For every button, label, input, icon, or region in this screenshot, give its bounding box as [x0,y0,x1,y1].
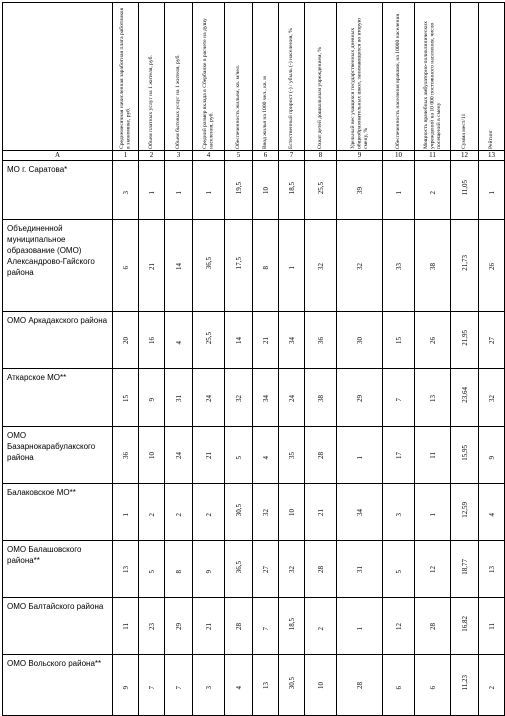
value-cell [193,369,225,427]
municipality-name: ОМО Балтайского района [3,598,113,655]
value-text: 6 [428,685,437,689]
value-text: 11 [121,623,130,630]
value-cell [253,484,279,541]
column-header [193,3,225,151]
column-number-row [3,151,505,161]
value-text: 21,95 [460,329,469,346]
column-header [415,3,451,151]
value-cell [305,655,337,716]
value-text: 25,5 [316,181,325,194]
value-cell [337,161,383,220]
value-text: 3 [121,190,130,194]
value-text: 32 [355,262,364,270]
value-cell [415,427,451,484]
value-text: 24 [287,394,296,402]
value-text: 32 [234,394,243,402]
value-cell [225,161,253,220]
value-cell [139,427,165,484]
column-number: 3 [165,151,193,161]
value-text: 2 [147,512,156,516]
value-text: 7 [147,685,156,689]
value-text: 12,59 [460,501,469,518]
value-text: 14 [234,337,243,344]
municipality-name: МО г. Саратова* [3,161,113,220]
value-cell [305,541,337,598]
value-cell [305,427,337,484]
value-text: 10 [287,509,296,516]
value-cell [113,369,139,427]
value-text: 31 [355,566,364,573]
column-header-text: Обеспеченность жильем, кв. м/чел. [235,64,242,149]
value-cell [451,655,479,716]
value-text: 3 [204,685,213,689]
value-text: 1 [487,190,496,194]
value-cell [113,598,139,655]
value-text: 13 [261,682,270,689]
value-text: 10 [261,187,270,194]
value-cell [253,369,279,427]
rating-table [2,2,505,716]
value-cell [415,541,451,598]
column-header-text: Средний размер вклада в Сбербанке в расчете на душу населения, руб. [202,18,215,149]
column-number: 5 [225,151,253,161]
value-cell [279,655,305,716]
value-cell [305,369,337,427]
value-text: 7 [174,685,183,689]
value-cell [165,161,193,220]
column-number: 4 [193,151,225,161]
value-cell [415,220,451,312]
table-row [3,598,505,655]
value-cell [337,655,383,716]
value-cell [479,427,505,484]
value-cell [165,220,193,312]
value-text: 36,5 [204,257,213,270]
value-text: 28 [316,566,325,573]
column-header-text: Объем платных услуг на 1 жителя, руб. [148,55,155,149]
value-cell [253,161,279,220]
value-text: 18,77 [460,558,469,575]
value-text: 17,5 [234,257,243,270]
value-cell [113,312,139,369]
value-text: 2 [174,512,183,516]
value-cell [165,541,193,598]
value-text: 12 [428,566,437,573]
value-text: 26 [487,262,496,270]
value-cell [279,161,305,220]
value-text: 34 [261,394,270,402]
column-header-text: Удельный вес учащихся государственных дневных общеобразовательных школ, занимающихся во вторую смену, % [349,18,369,149]
value-cell [253,598,279,655]
value-cell [225,427,253,484]
header-name-cell [3,3,113,151]
value-cell [415,161,451,220]
column-number: А [3,151,113,161]
value-cell [279,312,305,369]
value-cell [451,484,479,541]
value-cell [193,598,225,655]
value-text: 35 [287,452,296,459]
value-cell [337,312,383,369]
value-cell [479,369,505,427]
value-text: 10 [316,682,325,689]
column-header [253,3,279,151]
value-cell [337,369,383,427]
column-number: 7 [279,151,305,161]
column-header [139,3,165,151]
value-text: 21 [261,337,270,344]
value-text: 32 [487,394,496,402]
value-text: 17 [394,452,403,459]
column-header [479,3,505,151]
value-cell [383,312,415,369]
value-text: 34 [355,509,364,516]
column-header-text: Ввод жилья на 1000 чел., кв. м [262,76,269,149]
value-text: 11,05 [460,179,469,196]
value-cell [225,220,253,312]
value-cell [225,598,253,655]
municipality-name: Аткарское МО** [3,369,113,427]
value-cell [113,220,139,312]
column-header [305,3,337,151]
value-cell [383,161,415,220]
value-text: 13 [487,566,496,573]
value-cell [415,369,451,427]
value-text: 36 [316,337,325,344]
value-cell [165,598,193,655]
column-header-text: Среднемесячная начисленная заработная плата работников в экономике, руб. [119,7,132,149]
value-cell [383,541,415,598]
value-text: 4 [261,455,270,459]
column-header [279,3,305,151]
value-cell [165,484,193,541]
value-cell [279,598,305,655]
value-text: 24 [204,394,213,402]
value-text: 28 [234,623,243,630]
value-cell [337,220,383,312]
value-text: 39 [355,187,364,194]
value-text: 36,5 [234,560,243,573]
value-cell [305,161,337,220]
value-text: 11 [428,452,437,459]
value-text: 19,5 [234,181,243,194]
value-text: 4 [174,340,183,344]
value-cell [193,484,225,541]
value-cell [253,312,279,369]
column-header [113,3,139,151]
value-text: 25,5 [204,331,213,344]
value-cell [193,220,225,312]
value-text: 15 [121,394,130,402]
value-cell [225,369,253,427]
value-text: 7 [261,626,270,630]
column-number: 6 [253,151,279,161]
value-cell [279,220,305,312]
value-cell [279,369,305,427]
value-cell [113,427,139,484]
value-text: 14 [174,262,183,270]
value-cell [415,598,451,655]
value-cell [225,312,253,369]
value-text: 16,82 [460,615,469,632]
value-cell [139,369,165,427]
value-cell [193,312,225,369]
value-cell [253,220,279,312]
value-cell [479,220,505,312]
value-text: 15 [394,337,403,344]
value-text: 10 [147,452,156,459]
value-cell [479,541,505,598]
value-text: 23 [147,623,156,630]
value-text: 21 [204,623,213,630]
value-text: 11 [487,623,496,630]
value-cell [139,484,165,541]
value-cell [113,655,139,716]
value-text: 15,95 [460,444,469,461]
value-cell [225,655,253,716]
table-row [3,312,505,369]
value-cell [165,312,193,369]
table-row [3,541,505,598]
value-cell [165,369,193,427]
value-cell [383,427,415,484]
value-text: 7 [394,398,403,402]
value-cell [383,220,415,312]
value-cell [279,427,305,484]
value-text: 21 [147,262,156,270]
value-cell [451,427,479,484]
column-header [225,3,253,151]
value-text: 18,5 [287,617,296,630]
value-text: 8 [261,266,270,270]
value-text: 26 [428,337,437,344]
column-number: 11 [415,151,451,161]
column-header-text: Сумма мест/11 [461,113,468,149]
value-text: 16 [147,337,156,344]
value-cell [193,541,225,598]
value-text: 6 [394,685,403,689]
value-text: 5 [234,455,243,459]
value-text: 27 [487,337,496,344]
value-text: 13 [121,566,130,573]
value-text: 12 [394,623,403,630]
value-cell [451,220,479,312]
value-text: 38 [316,394,325,402]
value-cell [279,484,305,541]
column-number: 10 [383,151,415,161]
value-cell [479,484,505,541]
value-text: 21 [316,509,325,516]
table-row [3,220,505,312]
value-text: 11,23 [460,674,469,691]
value-cell [113,161,139,220]
value-text: 1 [147,190,156,194]
column-number: 9 [337,151,383,161]
value-cell [337,427,383,484]
value-text: 9 [487,455,496,459]
value-text: 32 [316,262,325,270]
value-cell [253,427,279,484]
value-text: 2 [428,190,437,194]
value-text: 21 [204,452,213,459]
value-cell [337,598,383,655]
municipality-name: Балаковское МО** [3,484,113,541]
value-text: 20 [121,337,130,344]
value-cell [113,484,139,541]
value-cell [305,312,337,369]
value-text: 1 [355,626,364,630]
column-header-text: Рейтинг [488,129,495,149]
value-cell [139,312,165,369]
value-cell [305,598,337,655]
value-text: 30,5 [287,676,296,689]
value-cell [139,541,165,598]
value-text: 9 [121,685,130,689]
value-cell [383,655,415,716]
municipality-name: ОМО Базарнокарабулакского района [3,427,113,484]
value-cell [479,655,505,716]
value-cell [479,598,505,655]
value-text: 1 [428,512,437,516]
value-cell [451,541,479,598]
value-cell [139,655,165,716]
value-cell [193,161,225,220]
column-number: 8 [305,151,337,161]
value-cell [113,541,139,598]
value-text: 8 [174,569,183,573]
value-text: 5 [394,569,403,573]
value-text: 18,5 [287,181,296,194]
column-header [451,3,479,151]
column-header-text: Мощность врачебных амбулаторно-поликлинических учреждений на 10 000 постоянного населения, число посещений в смену [422,21,442,149]
value-text: 32 [261,509,270,516]
value-cell [253,655,279,716]
value-cell [139,598,165,655]
value-text: 27 [261,566,270,573]
value-text: 4 [487,512,496,516]
municipality-name: ОМО Балашовского района** [3,541,113,598]
value-cell [165,427,193,484]
value-text: 1 [287,266,296,270]
column-number: 12 [451,151,479,161]
value-cell [383,484,415,541]
value-cell [139,161,165,220]
value-text: 36 [121,452,130,459]
value-cell [337,541,383,598]
value-text: 3 [394,512,403,516]
column-header-text: Естественный прирост (-) / убыль (-) населения, % [288,28,295,149]
value-text: 9 [147,398,156,402]
value-text: 5 [147,569,156,573]
value-text: 30 [355,337,364,344]
value-cell [279,541,305,598]
value-cell [415,484,451,541]
table-row [3,369,505,427]
value-cell [415,655,451,716]
value-cell [415,312,451,369]
value-cell [479,312,505,369]
value-cell [253,541,279,598]
value-cell [225,484,253,541]
municipality-name: ОМО Аркадакского района [3,312,113,369]
value-text: 28 [316,452,325,459]
value-text: 34 [287,337,296,344]
value-cell [451,312,479,369]
value-text: 13 [428,394,437,402]
value-text: 1 [204,190,213,194]
value-text: 9 [204,569,213,573]
value-text: 1 [355,455,364,459]
table-row [3,655,505,716]
municipality-name: Объединенной муниципальное образование (ОМО) Александрово-Гайского района [3,220,113,312]
value-cell [451,598,479,655]
value-text: 32 [287,566,296,573]
value-text: 33 [394,262,403,270]
value-text: 29 [174,623,183,630]
value-text: 1 [121,512,130,516]
column-number: 1 [113,151,139,161]
value-cell [193,427,225,484]
value-text: 28 [355,682,364,689]
value-text: 38 [428,262,437,270]
table-row [3,161,505,220]
value-text: 2 [316,626,325,630]
column-header [383,3,415,151]
value-text: 1 [394,190,403,194]
value-cell [165,655,193,716]
value-text: 28 [428,623,437,630]
value-text: 21,73 [460,255,469,271]
value-text: 31 [174,394,183,402]
table-row [3,484,505,541]
value-text: 2 [487,685,496,689]
column-header-text: Охват детей дошкольным учреждением, % [317,47,324,149]
value-cell [383,369,415,427]
value-cell [225,541,253,598]
column-number: 2 [139,151,165,161]
value-text: 6 [121,266,130,270]
value-cell [383,598,415,655]
column-number: 13 [479,151,505,161]
column-header-text: Объем бытовых услуг на 1 жителя, руб. [175,54,182,149]
value-cell [139,220,165,312]
value-text: 4 [234,685,243,689]
column-header [337,3,383,151]
value-cell [479,161,505,220]
value-text: 24 [174,452,183,459]
table-row [3,427,505,484]
value-text: 29 [355,394,364,402]
value-cell [305,220,337,312]
column-header-text: Обеспеченность населения врачами, на 10000 населения [395,13,402,149]
value-cell [193,655,225,716]
municipality-name: ОМО Вольского района** [3,655,113,716]
value-text: 23,64 [460,387,469,403]
value-cell [451,369,479,427]
value-cell [451,161,479,220]
value-text: 1 [174,190,183,194]
value-text: 30,5 [234,503,243,516]
value-cell [305,484,337,541]
header-row [3,3,505,151]
value-text: 2 [204,512,213,516]
column-header [165,3,193,151]
value-cell [337,484,383,541]
